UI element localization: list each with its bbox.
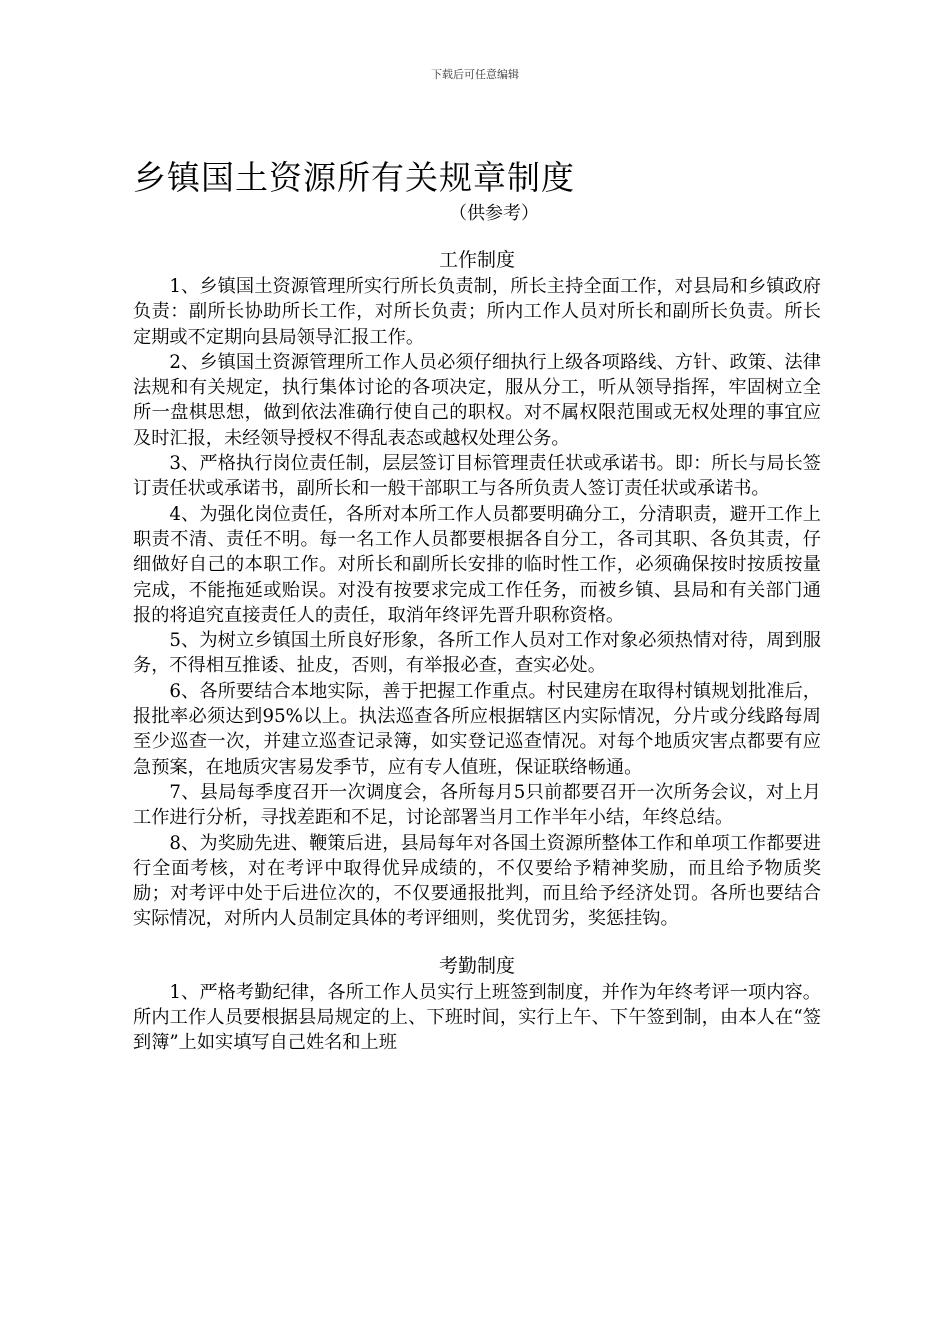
paragraph: 1、严格考勤纪律，各所工作人员实行上班签到制度，并作为年终考评一项内容。所内工作人员要根据县局规定的上、下班时间，实行上午、下午签到制，由本人在“签到簿”上如实填写自己姓名和上班 [133,981,821,1054]
document-subtitle: （供参考） [449,203,539,224]
paragraph: 3、严格执行岗位责任制，层层签订目标管理责任状或承诺书。即：所长与局长签订责任状或承诺书，副所长和一般干部职工与各所负责人签订责任状或承诺书。 [133,453,821,500]
paragraph: 6、各所要结合本地实际，善于把握工作重点。村民建房在取得村镇规划批准后，报批率必须达到95%以上。执法巡查各所应根据辖区内实际情况，分片或分线路每周至少巡查一次，并建立巡查记录簿，如实登记巡查情况。对每个地质灾害点都要有应急预案，在地质灾害易发季节，应有专人值班，保证联络畅通。 [133,680,821,778]
section-heading: 工作制度 [438,249,515,271]
paragraph: 1、乡镇国土资源管理所实行所长负责制，所长主持全面工作，对县局和乡镇政府负责：副所长协助所长工作，对所长负责；所内工作人员对所长和副所长负责。所长定期或不定期向县局领导汇报工作。 [133,276,821,348]
document-body [133,246,821,1056]
paragraph: 5、为树立乡镇国土所良好形象，各所工作人员对工作对象必须热情对待，周到服务，不得相互推诿、扯皮，否则，有举报必查，查实必处。 [133,630,821,677]
section-heading: 考勤制度 [438,954,515,977]
section-work-rules [133,246,821,932]
page-header-note: 下载后可任意编辑 [431,68,519,81]
paragraph: 7、县局每季度召开一次调度会，各所每月5只前都要召开一次所务会议，对上月工作进行分析，寻找差距和不足，讨论部署当月工作半年小结，年终总结。 [133,781,821,829]
document-title: 乡镇国土资源所有关规章制度 [133,158,575,197]
section-attendance-rules [133,952,821,1056]
paragraph: 4、为强化岗位责任，各所对本所工作人员都要明确分工，分清职责，避开工作上职责不清、责任不明。每一名工作人员都要根据各自分工，各司其职、各负其责，仔细做好自己的本职工作。对所长和副所长安排的临时性工作，必须确保按时按质按量完成，不能拖延或贻误。对没有按要求完成工作任务，而被乡镇、县局和有关部门通报的将追究直接责任人的责任，取消年终评先晋升职称资格。 [133,503,821,626]
paragraph: 8、为奖励先进、鞭策后进，县局每年对各国土资源所整体工作和单项工作都要进行全面考核，对在考评中取得优异成绩的，不仅要给予精神奖励，而且给予物质奖励；对考评中处于后进位次的，不仅要通报批判，而且给予经济处罚。各所也要结合实际情况，对所内人员制定具体的考评细则，奖优罚劣，奖惩挂钩。 [133,832,821,930]
paragraph: 2、乡镇国土资源管理所工作人员必须仔细执行上级各项路线、方针、政策、法律法规和有关规定，执行集体讨论的各项决定，服从分工，听从领导指挥，牢固树立全所一盘棋思想，做到依法准确行使自己的职权。对不属权限范围或无权处理的事宜应及时汇报，未经领导授权不得乱表态或越权处理公务。 [133,351,821,449]
